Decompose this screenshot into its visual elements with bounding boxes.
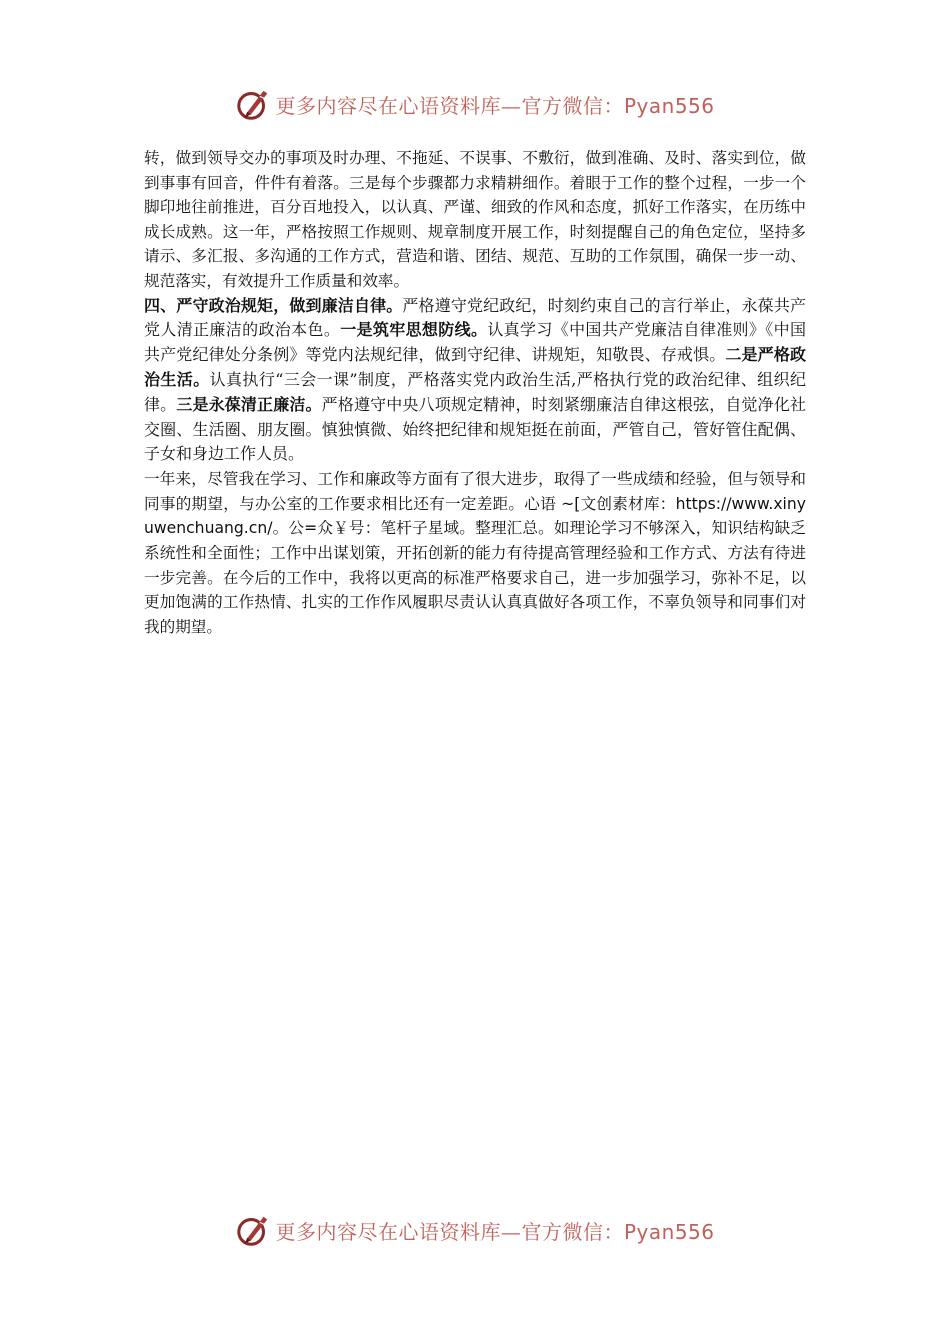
header-banner xyxy=(0,82,950,126)
subheading-1: 一是筑牢思想防线。 xyxy=(340,320,488,340)
paragraph-2: 四、严守政治规矩，做到廉洁自律。严格遵守党纪政纪，时刻约束自己的言行举止，永葆共产党人清正廉洁的政治本色。一是筑牢思想防线。认真学习《中国共产党廉洁自律准则》《中国共产党纪律处分条例》等党内法规纪律，做到守纪律、讲规矩，知敬畏、存戒惧。二是严格政治生活。认真执行“三会一课”制度，严格落实党内政治生活,严格执行党的政治纪律、组织纪律。三是永葆清正廉洁。严格遵守中央八项规定精神，时刻紧绷廉洁自律这根弦，自觉净化社交圈、生活圈、朋友圈。慎独慎微、始终把纪律和规矩挺在前面，严管自己，管好管住配偶、子女和身边工作人员。 xyxy=(144,295,806,464)
section-heading: 四、严守政治规矩，做到廉洁自律。 xyxy=(144,295,403,315)
banner-text: 更多内容尽在心语资料库—官方微信：Pyan556 xyxy=(275,93,715,118)
document-body xyxy=(144,146,806,639)
quill-pen-logo-icon xyxy=(235,85,273,123)
paragraph-1: 转，做到领导交办的事项及时办理、不拖延、不误事、不敷衍，做到准确、及时、落实到位，做到事事有回音，件件有着落。三是每个步骤都力求精耕细作。着眼于工作的整个过程，一步一个脚印地往前推进，百分百地投入，以认真、严谨、细致的作风和态度，抓好工作落实，在历练中成长成熟。这一年，严格按照工作规则、规章制度开展工作，时刻提醒自己的角色定位，坚持多请示、多汇报、多沟通的工作方式，营造和谐、团结、规范、互助的工作氛围，确保一步一动、规范落实，有效提升工作质量和效率。 xyxy=(144,149,806,290)
banner-text: 更多内容尽在心语资料库—官方微信：Pyan556 xyxy=(275,1219,715,1244)
subheading-2: 二是严格政治生活。 xyxy=(144,345,806,389)
subheading-3: 三是永葆清正廉洁。 xyxy=(176,394,322,414)
paragraph-3: 一年来，尽管我在学习、工作和廉政等方面有了很大进步，取得了一些成绩和经验，但与领导和同事的期望，与办公室的工作要求相比还有一定差距。心语 ~[文创素材库：https://www.xinyuwenchuang.cn/。公=众￥号：笔杆子星域。整理汇总。如理论学习不够深入，知识结构缺乏系统性和全面性；工作中出谋划策，开拓创新的能力有待提高管理经验和工作方式、方法有待进一步完善。在今后的工作中，我将以更高的标准严格要求自己，进一步加强学习，弥补不足，以更加饱满的工作热情、扎实的工作作风履职尽责认认真真做好各项工作，不辜负领导和同事们对我的期望。 xyxy=(144,470,806,636)
quill-pen-logo-icon xyxy=(235,1211,273,1249)
footer-banner xyxy=(0,1208,950,1252)
